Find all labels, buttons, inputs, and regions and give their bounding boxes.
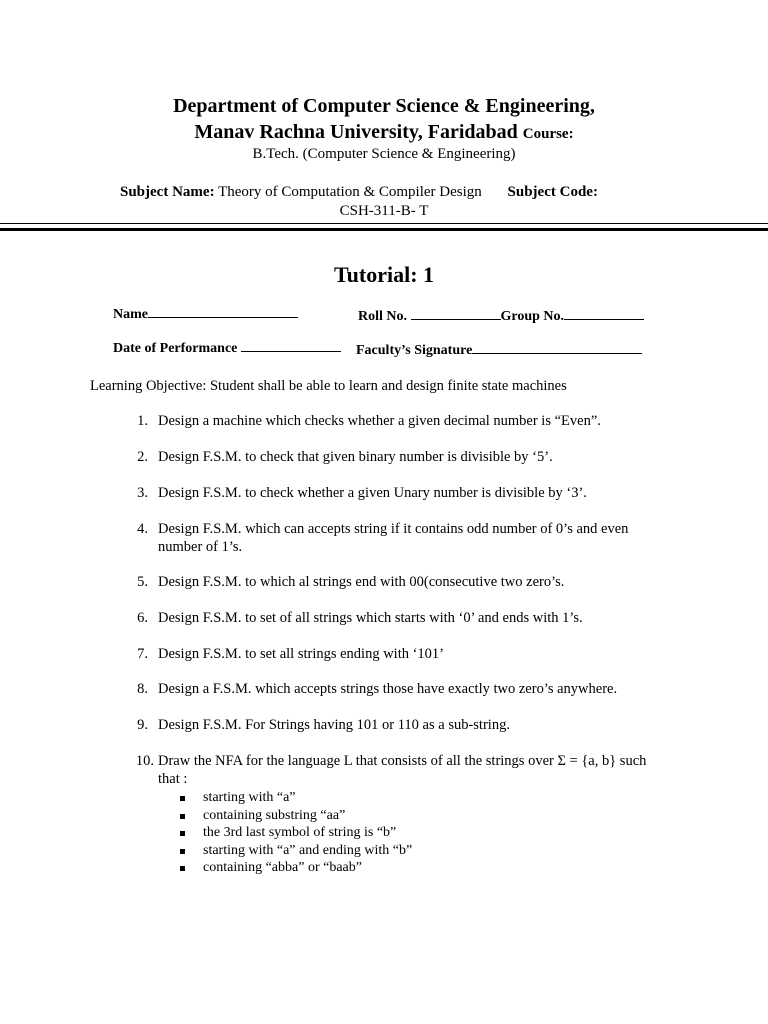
subject-code: CSH-311-B- T <box>339 203 429 219</box>
question-6-text: Design F.S.M. to set of all strings which starts with ‘0’ and ends with 1’s. <box>158 610 583 626</box>
department-line: Department of Computer Science & Engineering, <box>173 95 595 117</box>
list-item: starting with “a” <box>180 789 412 807</box>
roll-group-field[interactable] <box>358 306 644 325</box>
subject-line <box>120 183 598 201</box>
square-bullet-icon <box>180 866 185 871</box>
question-10-sublist <box>180 789 412 877</box>
signature-field[interactable] <box>356 340 642 359</box>
question-10-number: 10. <box>135 753 154 769</box>
date-blank[interactable] <box>241 338 341 352</box>
roll-label: Roll No. <box>358 309 407 324</box>
square-bullet-icon <box>180 814 185 819</box>
header-divider-thin <box>0 223 768 224</box>
list-item: the 3rd last symbol of string is “b” <box>180 824 412 842</box>
course-label: Course: <box>522 126 574 142</box>
list-item: containing substring “aa” <box>180 807 412 825</box>
university-line <box>0 120 768 146</box>
university-name: Manav Rachna University, Faridabad <box>194 121 518 143</box>
question-7-text: Design F.S.M. to set all strings ending with ‘101’ <box>158 646 445 662</box>
question-2-text: Design F.S.M. to check that given binary number is divisible by ‘5’. <box>158 449 553 465</box>
question-9-number: 9. <box>137 717 148 733</box>
square-bullet-icon <box>180 796 185 801</box>
question-10-text: Draw the NFA for the language L that consists of all the strings over Σ = {a, b} such that : <box>158 753 647 787</box>
header-divider-thick <box>0 228 768 231</box>
question-5-text: Design F.S.M. to which al strings end with 00(consecutive two zero’s. <box>158 574 565 590</box>
square-bullet-icon <box>180 849 185 854</box>
name-field[interactable] <box>113 304 298 323</box>
program-line: B.Tech. (Computer Science & Engineering) <box>252 146 516 162</box>
subject-name: Theory of Computation & Compiler Design <box>218 184 482 200</box>
question-7-number: 7. <box>137 646 148 662</box>
question-8-text: Design a F.S.M. which accepts strings those have exactly two zero’s anywhere. <box>158 681 618 697</box>
list-item: containing “abba” or “baab” <box>180 859 412 877</box>
square-bullet-icon <box>180 831 185 836</box>
subject-code-label: Subject Code: <box>507 184 598 200</box>
question-1-number: 1. <box>137 413 148 429</box>
question-9-text: Design F.S.M. For Strings having 101 or 110 as a sub-string. <box>158 717 510 733</box>
group-label: Group No. <box>500 309 565 324</box>
question-4-text: Design F.S.M. which can accepts string if it contains odd number of 0’s and even number of 1’s. <box>158 521 629 555</box>
tutorial-title: Tutorial: 1 <box>333 262 435 287</box>
question-1-text: Design a machine which checks whether a given decimal number is “Even”. <box>158 413 601 429</box>
signature-label: Faculty’s Signature <box>356 343 473 358</box>
date-field[interactable] <box>113 338 341 357</box>
name-label: Name <box>113 307 148 322</box>
group-blank[interactable] <box>564 306 644 320</box>
date-label: Date of Performance <box>113 341 238 356</box>
question-6-number: 6. <box>137 610 148 626</box>
name-blank[interactable] <box>148 304 298 318</box>
question-3-text: Design F.S.M. to check whether a given Unary number is divisible by ‘3’. <box>158 485 587 501</box>
subject-name-label: Subject Name: <box>120 184 215 200</box>
question-3-number: 3. <box>137 485 148 501</box>
learning-objective: Learning Objective: Student shall be able to learn and design finite state machines <box>90 378 567 394</box>
list-item: starting with “a” and ending with “b” <box>180 842 412 860</box>
signature-blank[interactable] <box>472 340 642 354</box>
question-2-number: 2. <box>137 449 148 465</box>
question-8-number: 8. <box>137 681 148 697</box>
roll-blank[interactable] <box>411 306 501 320</box>
question-5-number: 5. <box>137 574 148 590</box>
question-4-number: 4. <box>137 521 148 537</box>
